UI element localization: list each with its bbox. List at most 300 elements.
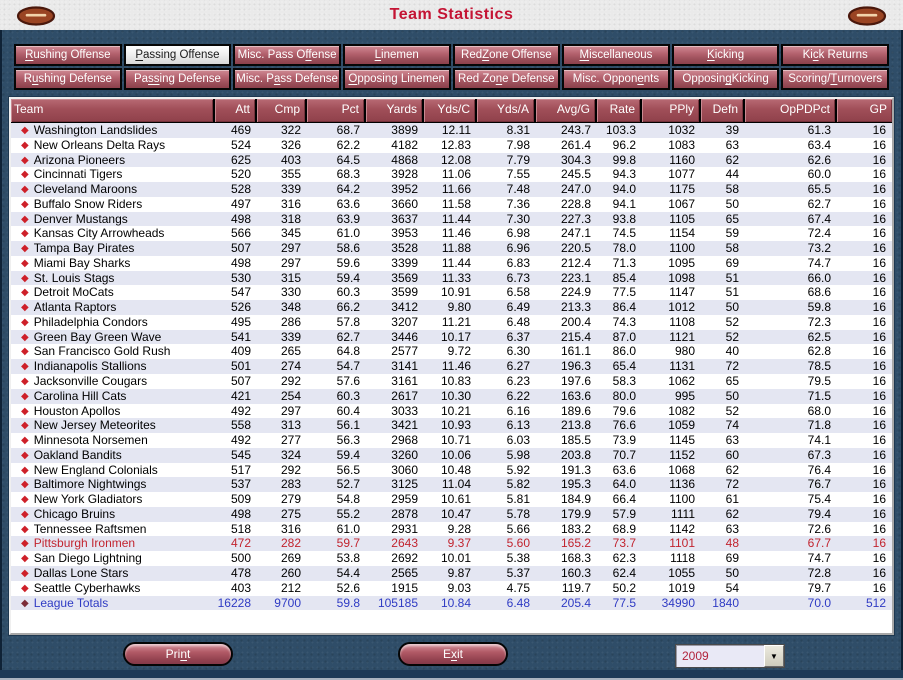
table-row[interactable] — [11, 418, 892, 433]
tab-misc-pass-defense[interactable] — [233, 68, 341, 90]
label-text: Ki — [802, 49, 813, 61]
label-text: Misc. Pass O — [237, 49, 306, 61]
table-row[interactable] — [11, 359, 892, 374]
label-text: ense — [311, 49, 337, 61]
stat-cell: 260 — [280, 565, 301, 580]
column-header-att[interactable]: Att — [215, 99, 257, 122]
stat-cell: 57.9 — [612, 506, 636, 521]
year-dropdown-value: 2009 — [682, 649, 709, 663]
stat-cell: 66.0 — [807, 270, 831, 285]
stat-cell: 62 — [725, 506, 739, 521]
diamond-icon: ◆ — [21, 198, 29, 210]
stat-cell: 12.08 — [440, 152, 471, 167]
team-cell — [11, 153, 215, 168]
stat-cell: 86.4 — [612, 300, 636, 315]
team-cell — [11, 418, 215, 433]
stat-cell: 72 — [725, 477, 739, 492]
label-text: one Offense — [489, 49, 552, 61]
diamond-icon: ◆ — [21, 125, 29, 136]
diamond-icon: ◆ — [21, 538, 29, 550]
tab-kick-returns[interactable] — [781, 44, 889, 66]
stat-cell: 313 — [280, 418, 301, 433]
stat-cell: 62 — [725, 152, 739, 167]
stat-cell: 277 — [280, 433, 301, 448]
stat-cell: 16 — [872, 344, 886, 359]
table-row[interactable] — [11, 507, 892, 522]
stat-cell: 286 — [280, 314, 301, 329]
stat-cell: 1100 — [669, 492, 695, 507]
stat-cell: 78.5 — [807, 359, 831, 374]
print-button[interactable] — [123, 642, 233, 666]
table-row[interactable] — [11, 256, 892, 271]
team-name: Green Bay Green Wave — [33, 329, 162, 344]
stat-cell: 5.66 — [506, 521, 530, 536]
tab-misc-pass-offense[interactable] — [233, 44, 341, 66]
team-name: Minnesota Norsemen — [33, 433, 148, 448]
stat-cell: 1100 — [669, 241, 695, 256]
team-name: Chicago Bruins — [33, 506, 116, 521]
team-cell — [11, 596, 215, 611]
stat-cell: 558 — [230, 418, 251, 433]
stat-cell: 279 — [280, 492, 301, 507]
stat-cell: 64.5 — [336, 152, 360, 167]
stat-cell: 16 — [872, 536, 886, 551]
table-row[interactable] — [11, 463, 892, 478]
team-cell — [11, 492, 215, 507]
stat-cell: 509 — [230, 492, 251, 507]
stat-cell: 50 — [725, 565, 739, 580]
stat-cell: 7.98 — [506, 137, 530, 152]
team-cell — [11, 315, 215, 330]
column-header-yds-c[interactable]: Yds/C — [424, 99, 477, 122]
stat-cell: 1012 — [668, 300, 695, 315]
stat-cell: 518 — [230, 521, 251, 536]
tab-rushing-defense[interactable] — [14, 68, 122, 90]
stat-cell: 63 — [725, 433, 739, 448]
diamond-icon: ◆ — [21, 420, 29, 432]
team-cell — [11, 256, 215, 271]
stat-cell: 6.98 — [506, 226, 530, 241]
tab-rushing-offense[interactable] — [14, 44, 122, 66]
column-header-avg-g[interactable]: Avg/G — [536, 99, 597, 122]
stat-cell: 3599 — [391, 285, 418, 300]
stat-cell: 212 — [280, 580, 301, 595]
stat-cell: 1068 — [668, 462, 695, 477]
table-row[interactable] — [11, 271, 892, 286]
stat-cell: 94.0 — [612, 182, 636, 197]
stat-cell: 205.4 — [560, 595, 591, 610]
stat-cell: 10.83 — [440, 374, 471, 389]
stat-cell: 524 — [230, 137, 251, 152]
table-row[interactable] — [11, 153, 892, 168]
stat-cell: 9.87 — [447, 565, 471, 580]
stat-cell: 2931 — [391, 521, 418, 536]
column-header-gp[interactable]: GP — [837, 99, 892, 122]
stat-cell: 2577 — [391, 344, 418, 359]
league-totals-row[interactable] — [11, 596, 892, 611]
table-row[interactable] — [11, 477, 892, 492]
stat-cell: 1160 — [669, 152, 695, 167]
stat-cell: 478 — [230, 565, 251, 580]
stat-cell: 6.22 — [506, 388, 530, 403]
table-row[interactable] — [11, 330, 892, 345]
stat-cell: 330 — [280, 285, 301, 300]
stat-cell: 10.47 — [440, 506, 471, 521]
team-name: Carolina Hill Cats — [33, 388, 127, 403]
exit-button[interactable] — [398, 642, 508, 666]
team-cell — [11, 359, 215, 374]
hotkey-letter: g — [725, 73, 732, 85]
stat-cell: 200.4 — [560, 314, 591, 329]
stat-cell: 1111 — [670, 506, 695, 521]
stat-cell: 72 — [725, 359, 739, 374]
stat-cell: 71.8 — [807, 418, 831, 433]
diamond-icon: ◆ — [21, 316, 29, 328]
stat-cell: 67.3 — [807, 447, 831, 462]
stat-cell: 58 — [725, 241, 739, 256]
table-row[interactable] — [11, 197, 892, 212]
label-text: Opposin — [682, 73, 726, 85]
stat-cell: 183.2 — [560, 521, 591, 536]
stat-cell: 11.06 — [441, 167, 471, 182]
stat-cell: 10.06 — [440, 447, 471, 462]
stat-cell: 11.44 — [441, 255, 471, 270]
team-cell — [11, 477, 215, 492]
stat-cell: 11.46 — [441, 359, 471, 374]
tab-opposing-kicking[interactable] — [672, 68, 780, 90]
table-row[interactable] — [11, 536, 892, 551]
stat-cell: 67.4 — [807, 211, 831, 226]
stat-cell: 243.7 — [560, 123, 591, 137]
stat-cell: 80.0 — [612, 388, 636, 403]
stat-cell: 62.3 — [612, 551, 636, 566]
team-cell — [11, 182, 215, 197]
table-row[interactable] — [11, 212, 892, 227]
stat-cell: 6.13 — [506, 418, 530, 433]
table-row[interactable] — [11, 551, 892, 566]
stat-cell: 6.16 — [506, 403, 530, 418]
table-row[interactable] — [11, 374, 892, 389]
stat-cell: 5.98 — [506, 447, 530, 462]
stat-cell: 68.9 — [612, 521, 636, 536]
stat-cell: 44 — [725, 167, 739, 182]
stat-cell: 10.17 — [440, 329, 471, 344]
stat-cell: 94.1 — [612, 196, 636, 211]
stat-cell: 16 — [872, 241, 886, 256]
team-name: Oakland Bandits — [33, 447, 122, 462]
stat-cell: 11.44 — [441, 211, 471, 226]
table-row[interactable] — [11, 226, 892, 241]
column-header-team[interactable]: Team — [11, 99, 215, 122]
stat-cell: 16 — [872, 374, 886, 389]
label-text: Kicking — [731, 73, 769, 85]
tab-passing-defense[interactable] — [124, 68, 232, 90]
tab-red-zone-defense[interactable] — [453, 68, 561, 90]
stat-cell: 1154 — [669, 226, 695, 241]
column-header-oppdpct[interactable]: OpPDPct — [745, 99, 837, 122]
stat-cell: 160.3 — [560, 565, 591, 580]
table-row[interactable] — [11, 123, 892, 138]
stat-cell: 6.23 — [506, 374, 530, 389]
stat-cell: 409 — [230, 344, 251, 359]
column-header-yds-a[interactable]: Yds/A — [477, 99, 536, 122]
team-name: Tampa Bay Pirates — [33, 241, 135, 256]
stat-cell: 6.37 — [506, 329, 530, 344]
table-row[interactable] — [11, 241, 892, 256]
stat-cell: 16 — [872, 551, 886, 566]
stat-cell: 1175 — [669, 182, 695, 197]
team-cell — [11, 522, 215, 537]
tab-passing-offense[interactable] — [124, 44, 232, 66]
stat-cell: 16 — [872, 418, 886, 433]
label-text: shing Defense — [38, 73, 112, 85]
column-header-pply[interactable]: PPly — [642, 99, 701, 122]
label-text: ushing Offense — [33, 49, 111, 61]
stat-cell: 59.4 — [336, 270, 360, 285]
stat-cell: 16 — [872, 359, 886, 374]
diamond-icon: ◆ — [21, 508, 29, 520]
table-row[interactable] — [11, 566, 892, 581]
team-cell — [11, 271, 215, 286]
column-header-defn[interactable]: Defn — [701, 99, 745, 122]
stat-cell: 96.2 — [612, 137, 636, 152]
table-row[interactable] — [11, 138, 892, 153]
stat-cell: 6.48 — [506, 595, 530, 610]
stat-cell: 71.3 — [612, 255, 636, 270]
stat-cell: 74.1 — [807, 433, 831, 448]
stat-cell: 1077 — [668, 167, 695, 182]
stat-cell: 74.5 — [612, 226, 636, 241]
dropdown-arrow-button[interactable] — [764, 645, 784, 667]
tab-linemen[interactable] — [343, 44, 451, 66]
stat-cell: 50.2 — [612, 580, 636, 595]
label-text: Pa — [133, 73, 149, 85]
stat-cell: 16 — [872, 270, 886, 285]
stat-cell: 1059 — [668, 418, 695, 433]
stat-cell: 1121 — [669, 329, 695, 344]
diamond-icon: ◆ — [21, 523, 29, 535]
stat-cell: 2878 — [391, 506, 418, 521]
table-row[interactable] — [11, 433, 892, 448]
stat-cell: 72.6 — [807, 521, 831, 536]
stat-cell: 3660 — [391, 196, 418, 211]
stat-cell: 59 — [725, 226, 739, 241]
stat-cell: 265 — [280, 344, 301, 359]
stat-cell: 62 — [725, 462, 739, 477]
stat-cell: 5.37 — [506, 565, 530, 580]
table-row[interactable] — [11, 448, 892, 463]
stat-cell: 3207 — [391, 314, 418, 329]
team-name: St. Louis Stags — [33, 270, 115, 285]
stat-cell: 94.3 — [612, 167, 636, 182]
stat-cell: 3446 — [391, 329, 418, 344]
stat-cell: 1147 — [669, 285, 695, 300]
year-dropdown[interactable] — [675, 644, 785, 668]
stat-cell: 61 — [725, 492, 739, 507]
table-row[interactable] — [11, 344, 892, 359]
hotkey-letter: n — [180, 647, 187, 661]
stat-cell: 76.6 — [612, 418, 636, 433]
table-row[interactable] — [11, 182, 892, 197]
table-row[interactable] — [11, 522, 892, 537]
tab-misc-opponents[interactable] — [562, 68, 670, 90]
stat-cell: 220.5 — [560, 241, 591, 256]
stat-cell: 16 — [872, 433, 886, 448]
stat-cell: 261.4 — [560, 137, 591, 152]
stat-cell: 1142 — [669, 521, 695, 536]
stat-cell: 469 — [230, 123, 251, 137]
stat-cell: 93.8 — [612, 211, 636, 226]
team-name: Washington Landslides — [33, 123, 158, 137]
label-text: inemen — [381, 49, 419, 61]
label-text: t — [187, 647, 191, 661]
diamond-icon: ◆ — [21, 449, 29, 461]
table-row[interactable] — [11, 285, 892, 300]
stat-cell: 16 — [872, 492, 886, 507]
team-name: New England Colonials — [33, 462, 158, 477]
stat-cell: 184.9 — [560, 492, 591, 507]
stat-cell: 11.33 — [441, 270, 471, 285]
team-cell — [11, 123, 215, 138]
table-row[interactable] — [11, 404, 892, 419]
team-name: Cincinnati Tigers — [33, 167, 123, 182]
stat-cell: 7.79 — [506, 152, 530, 167]
team-cell — [11, 448, 215, 463]
stat-cell: 355 — [280, 167, 301, 182]
stat-cell: 62.5 — [807, 329, 831, 344]
stat-cell: 165.2 — [560, 536, 591, 551]
stat-cell: 16 — [872, 196, 886, 211]
stat-cell: 59.7 — [336, 536, 360, 551]
stat-cell: 79.4 — [807, 506, 831, 521]
stat-cell: 3637 — [391, 211, 418, 226]
stat-cell: 1108 — [669, 314, 695, 329]
stat-cell: 16 — [872, 329, 886, 344]
stat-cell: 73.9 — [612, 433, 636, 448]
stat-cell: 6.73 — [506, 270, 530, 285]
stat-cell: 1101 — [669, 536, 695, 551]
stat-cell: 60 — [725, 447, 739, 462]
label-text: E — [442, 647, 451, 661]
stat-cell: 64.0 — [612, 477, 636, 492]
table-row[interactable] — [11, 300, 892, 315]
stat-cell: 52 — [725, 329, 739, 344]
tab-scoring-turnovers[interactable] — [781, 68, 889, 90]
stat-cell: 58.6 — [336, 241, 360, 256]
column-header-pct[interactable]: Pct — [307, 99, 366, 122]
team-name: Pittsburgh Ironmen — [33, 536, 136, 551]
stat-cell: 9.03 — [447, 580, 471, 595]
stat-cell: 16 — [872, 285, 886, 300]
table-header-row — [11, 99, 892, 123]
stat-cell: 50 — [725, 196, 739, 211]
chevron-down-icon: ▼ — [770, 651, 778, 661]
tab-miscellaneous[interactable] — [562, 44, 670, 66]
stat-cell: 72.3 — [807, 314, 831, 329]
stat-cell: 5.60 — [506, 536, 530, 551]
stat-cell: 72.4 — [807, 226, 831, 241]
stat-cell: 61.3 — [807, 123, 831, 137]
stat-cell: 16 — [872, 403, 886, 418]
stat-cell: 59.8 — [807, 300, 831, 315]
stat-cell: 345 — [280, 226, 301, 241]
stat-cell: 40 — [725, 344, 739, 359]
stat-cell: 5.78 — [506, 506, 530, 521]
stat-cell: 51 — [725, 285, 739, 300]
hotkey-letter: ss — [148, 73, 160, 85]
stat-cell: 213.8 — [560, 418, 591, 433]
stat-cell: 6.30 — [506, 344, 530, 359]
stat-cell: 1145 — [669, 433, 695, 448]
stat-cell: 995 — [674, 388, 695, 403]
stat-cell: 1062 — [668, 374, 695, 389]
title-bar — [0, 0, 903, 30]
stat-cell: 498 — [230, 506, 251, 521]
stat-cell: 7.36 — [506, 196, 530, 211]
stat-cell: 3928 — [391, 167, 418, 182]
stat-cell: 65 — [725, 374, 739, 389]
stat-cell: 498 — [230, 255, 251, 270]
stat-cell: 79.5 — [807, 374, 831, 389]
table-row[interactable] — [11, 167, 892, 182]
stat-cell: 52 — [725, 403, 739, 418]
stat-cell: 11.66 — [441, 182, 471, 197]
column-header-cmp[interactable]: Cmp — [257, 99, 307, 122]
stat-cell: 5.82 — [506, 477, 530, 492]
stat-cell: 63.4 — [807, 137, 831, 152]
table-row[interactable] — [11, 492, 892, 507]
stat-cell: 16 — [872, 580, 886, 595]
diamond-icon: ◆ — [21, 582, 29, 594]
table-row[interactable] — [11, 581, 892, 596]
stat-cell: 60.4 — [336, 403, 360, 418]
stat-cell: 11.46 — [441, 226, 471, 241]
stat-cell: 70.7 — [612, 447, 636, 462]
team-cell — [11, 536, 215, 551]
diamond-icon: ◆ — [21, 567, 29, 579]
stat-cell: 507 — [230, 241, 251, 256]
team-name: Indianapolis Stallions — [33, 359, 147, 374]
stat-cell: 537 — [230, 477, 251, 492]
tab-opposing-linemen[interactable] — [343, 68, 451, 90]
stat-cell: 500 — [230, 551, 251, 566]
stat-cell: 16 — [872, 477, 886, 492]
stat-cell: 339 — [280, 329, 301, 344]
stat-cell: 105185 — [377, 595, 418, 610]
diamond-icon: ◆ — [21, 376, 29, 388]
stat-cell: 56.1 — [336, 418, 360, 433]
stat-cell: 2617 — [391, 388, 418, 403]
stat-cell: 1105 — [669, 211, 695, 226]
table-row[interactable] — [11, 315, 892, 330]
stat-cell: 980 — [674, 344, 695, 359]
stat-cell: 74.7 — [807, 551, 831, 566]
diamond-icon: ◆ — [21, 361, 29, 373]
tab-kicking[interactable] — [672, 44, 780, 66]
hotkey-letter: a — [273, 73, 281, 85]
stat-cell: 16228 — [217, 595, 251, 610]
table-row[interactable] — [11, 389, 892, 404]
stat-cell: 566 — [230, 226, 251, 241]
team-cell — [11, 330, 215, 345]
column-header-rate[interactable]: Rate — [597, 99, 642, 122]
stat-cell: 3421 — [391, 418, 418, 433]
diamond-icon: ◆ — [21, 213, 29, 225]
stat-cell: 66.4 — [612, 492, 636, 507]
stat-cell: 6.27 — [506, 359, 530, 374]
tab-red-zone-offense[interactable] — [453, 44, 561, 66]
column-header-yards[interactable]: Yards — [366, 99, 424, 122]
